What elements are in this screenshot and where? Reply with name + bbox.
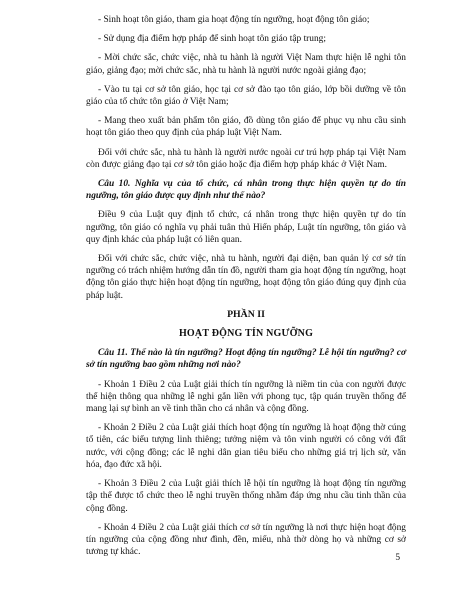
list-item: - Vào tu tại cơ sở tôn giáo, học tại cơ sở đào tạo tôn giáo, lớp bồi dưỡng về tôn giáo của tổ chức tôn giáo ở Việt Nam; — [86, 84, 406, 108]
list-item: - Sinh hoạt tôn giáo, tham gia hoạt động tín ngưỡng, hoạt động tôn giáo; — [98, 15, 370, 25]
page-number: 5 — [395, 552, 400, 563]
part-label: PHẦN II — [227, 308, 265, 320]
list-item: - Mang theo xuất bản phẩm tôn giáo, đồ dùng tôn giáo để phục vụ nhu cầu sinh hoạt tôn giáo theo quy định của pháp luật Việt Nam. — [86, 116, 406, 139]
question-heading: Câu 11. Thế nào là tín ngưỡng? Hoạt động tín ngưỡng? Lễ hội tín ngưỡng? cơ sở tín ngưỡng bao gồm những nơi nào? — [86, 348, 406, 371]
body-paragraph: Đối với chức sắc, chức việc, nhà tu hành, người đại diện, ban quản lý cơ sở tín ngưỡng có trách nhiệm hướng dẫn tín đồ, người tham gia hoạt động tín ngưỡng, hoạt động tôn giáo thực hiện hoạt động tín ngưỡng, hoạt động tôn giáo đúng quy định của pháp luật. — [86, 254, 406, 301]
list-item: - Khoản 1 Điều 2 của Luật giải thích tín ngưỡng là niềm tin của con người được thể hiện thông qua những lễ nghi gắn liền với phong tục, tập quán truyền thống để mang lại sự bình an về tinh thần cho cá nhân và cộng đồng. — [86, 379, 406, 415]
list-item: - Khoản 4 Điều 2 của Luật giải thích cơ sở tín ngưỡng là nơi thực hiện hoạt động tín ngưỡng của cộng đồng như đình, đền, miếu, nhà thờ dòng họ và những cơ sở tương tự khác. — [86, 522, 406, 558]
part-title: HOẠT ĐỘNG TÍN NGƯỠNG — [178, 328, 314, 340]
body-paragraph: Điều 9 của Luật quy định tổ chức, cá nhân trong thực hiện quyền tự do tín ngưỡng, tôn giáo có nghĩa vụ phải tuân thủ Hiến pháp, Luật tín ngưỡng, tôn giáo và quy định khác của pháp luật có liên quan. — [86, 210, 406, 245]
question-heading: Câu 10. Nghĩa vụ của tổ chức, cá nhân trong thực hiện quyền tự do tín ngưỡng, tôn giáo được quy định như thế nào? — [86, 179, 406, 202]
list-item: - Mời chức sắc, chức việc, nhà tu hành là người Việt Nam thực hiện lễ nghi tôn giáo, giảng đạo; mời chức sắc, nhà tu hành là người nước ngoài giảng đạo; — [86, 53, 406, 76]
list-item: - Khoản 3 Điều 2 của Luật giải thích lễ hội tín ngưỡng là hoạt động tín ngưỡng tập thể được tổ chức theo lễ nghi truyền thống nhằm đáp ứng nhu cầu tinh thần của cộng đồng. — [86, 479, 406, 514]
list-item: - Khoản 2 Điều 2 của Luật giải thích hoạt động tín ngưỡng là hoạt động thờ cúng tổ tiên, các biểu tượng linh thiêng; tưởng niệm và tôn vinh người có công với đất nước, với cộng đồng; các lễ nghi dân gian tiêu biểu cho những giá trị lịch sử, văn hóa, đạo đức xã hội. — [86, 423, 406, 470]
list-item: - Sử dụng địa điểm hợp pháp để sinh hoạt tôn giáo tập trung; — [98, 34, 326, 45]
body-paragraph: Đối với chức sắc, nhà tu hành là người nước ngoài cư trú hợp pháp tại Việt Nam còn được giảng đạo tại cơ sở tôn giáo hoặc địa điểm hợp pháp khác ở Việt Nam. — [86, 147, 406, 170]
